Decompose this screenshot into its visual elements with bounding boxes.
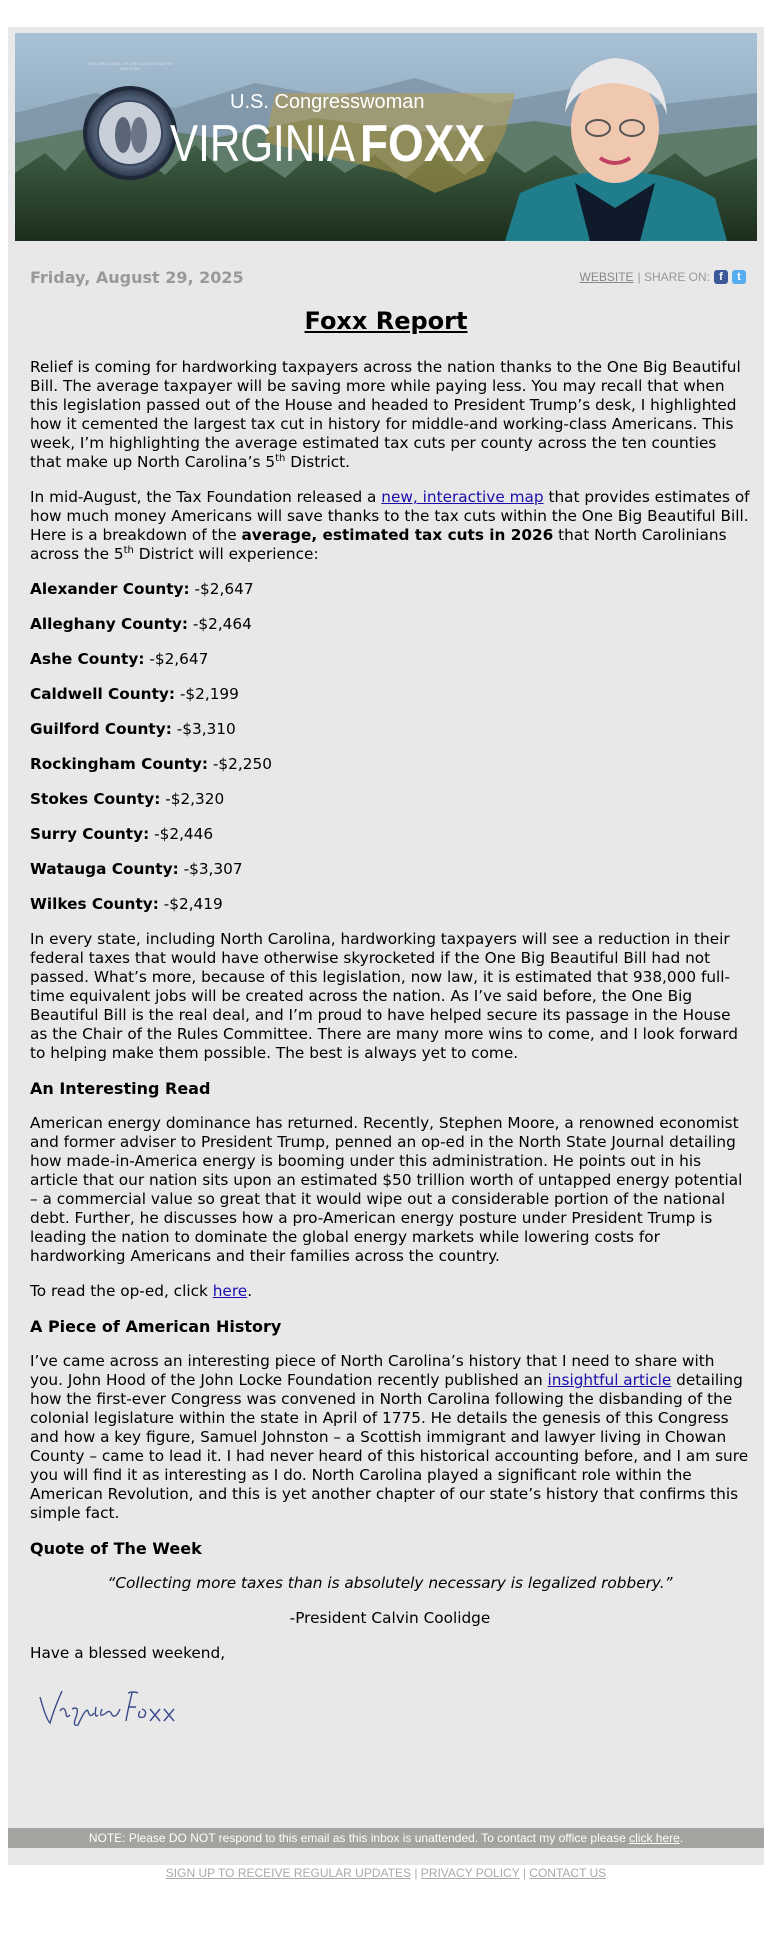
county-item: Guilford County: -$3,310 [30, 720, 236, 738]
summary-paragraph: In every state, including North Carolina, hardworking taxpayers will see a reduction in their federal taxes that would have otherwise skyrocketed if the One Big Beautiful Bill had not passed. What’s more, because of this legislation, now law, it is estimated that 938,000 full-time equivalent jobs will be created across the nation. As I’ve said before, the One Big Beautiful Bill is the real deal, and I’m proud to have helped secure its passage in the House as the Chair of the Rules Committee. There are many more wins to come, and I look forward to helping make them possible. The best is always yet to come. [30, 930, 738, 1062]
interactive-map-link[interactable]: new, interactive map [381, 488, 544, 506]
tax-foundation-paragraph: In mid-August, the Tax Foundation released a new, interactive map that provides estimates of how much money Americans will save thanks to the tax cuts within the One Big Beautiful Bill. Here is a breakdown of the average, estimated tax cuts in 2026 that North Carolinians across the 5th District will experience: [30, 488, 750, 563]
county-item: Rockingham County: -$2,250 [30, 755, 272, 773]
history-paragraph: I’ve came across an interesting piece of North Carolina’s history that I need to share with you. John Hood of the John Locke Foundation recently published an insightful article detailing how the first-ever Congress was convened in North Carolina following the disbanding of the colonial legislature within the state in April of 1775. He details the genesis of this Congress and how a key figure, Samuel Johnston – a Scottish immigrant and lawyer living in Chowan County – came to lead it. I had never heard of this historical accounting before, and I am sure you will find it as interesting as I do. North Carolina played a significant role within the American Revolution, and this is yet another chapter of our state’s history that confirms this simple fact. [30, 1352, 749, 1522]
quote-text: “Collecting more taxes than is absolutely necessary is legalized robbery.” [107, 1574, 673, 1592]
quote-attribution: -President Calvin Coolidge [289, 1609, 491, 1627]
county-item: Watauga County: -$3,307 [30, 860, 243, 878]
share-label: | SHARE ON: [637, 270, 710, 284]
county-item: Surry County: -$2,446 [30, 825, 214, 843]
energy-paragraph: American energy dominance has returned. Recently, Stephen Moore, a renowned economist and former adviser to President Trump, penned an op-ed in the North State Journal detailing how made-in-America energy is booming under this administration. He points out in his article that our nation sits upon an estimated $50 trillion worth of untapped energy potential – a commercial value so great that it would wipe out a considerable portion of the national debt. Further, he discusses how a pro-American energy posture under President Trump is leading the nation to dominate the global energy markets while lowering costs for hardworking Americans and their families across the country. [30, 1114, 743, 1265]
section-heading-read: An Interesting Read [30, 1079, 211, 1098]
county-item: Caldwell County: -$2,199 [30, 685, 239, 703]
signature [36, 1679, 750, 1740]
county-item: Alexander County: -$2,647 [30, 580, 254, 598]
county-item: Stokes County: -$2,320 [30, 790, 225, 808]
insightful-article-link[interactable]: insightful article [547, 1371, 672, 1389]
county-item: Ashe County: -$2,647 [30, 650, 209, 668]
closing-line: Have a blessed weekend, [30, 1644, 226, 1662]
contact-us-link[interactable]: CONTACT US [529, 1866, 607, 1880]
banner-name-first: VIRGINIA [170, 115, 356, 173]
intro-paragraph: Relief is coming for hardworking taxpayers across the nation thanks to the One Big Beautiful Bill. The average taxpayer will be saving more while paying less. You may recall that when this legislation passed out of the House and headed to President Trump’s desk, I highlighted how it cemented the largest tax cut in history for middle-and working-class Americans. This week, I’m highlighting the average estimated tax cuts per county across the ten counties that make up North Carolina’s 5th District. [30, 358, 741, 471]
county-list [30, 580, 750, 914]
share-bar [580, 270, 746, 284]
footer-links: SIGN UP TO RECEIVE REGULAR UPDATES | PRIVACY POLICY | CONTACT US [165, 1866, 607, 1880]
seal-caption: THE GREAT SEAL OF THE STATE OF NORTH CAROLINA [87, 61, 173, 71]
county-item: Alleghany County: -$2,464 [30, 615, 252, 633]
newsletter-body [30, 358, 750, 1740]
section-heading-history: A Piece of American History [30, 1317, 282, 1336]
privacy-policy-link[interactable]: PRIVACY POLICY [420, 1866, 520, 1880]
banner-subtitle: U.S. Congresswoman [230, 91, 425, 113]
banner-name-last: FOXX [360, 115, 486, 173]
county-item: Wilkes County: -$2,419 [30, 895, 223, 913]
op-ed-cta: To read the op-ed, click here. [30, 1282, 253, 1300]
header-banner [15, 33, 757, 241]
signup-link[interactable]: SIGN UP TO RECEIVE REGULAR UPDATES [165, 1866, 411, 1880]
op-ed-link[interactable]: here [212, 1282, 248, 1300]
facebook-icon[interactable]: f [714, 270, 728, 284]
notice-bar: NOTE: Please DO NOT respond to this email as this inbox is unattended. To contact my office please click here. [8, 1828, 764, 1848]
twitter-icon[interactable]: t [732, 270, 746, 284]
contact-office-link[interactable]: click here [629, 1831, 680, 1845]
website-link[interactable]: WEBSITE [579, 270, 634, 284]
page-title: Foxx Report [304, 307, 468, 335]
section-heading-quote: Quote of The Week [30, 1539, 202, 1558]
issue-date: Friday, August 29, 2025 [30, 268, 244, 287]
